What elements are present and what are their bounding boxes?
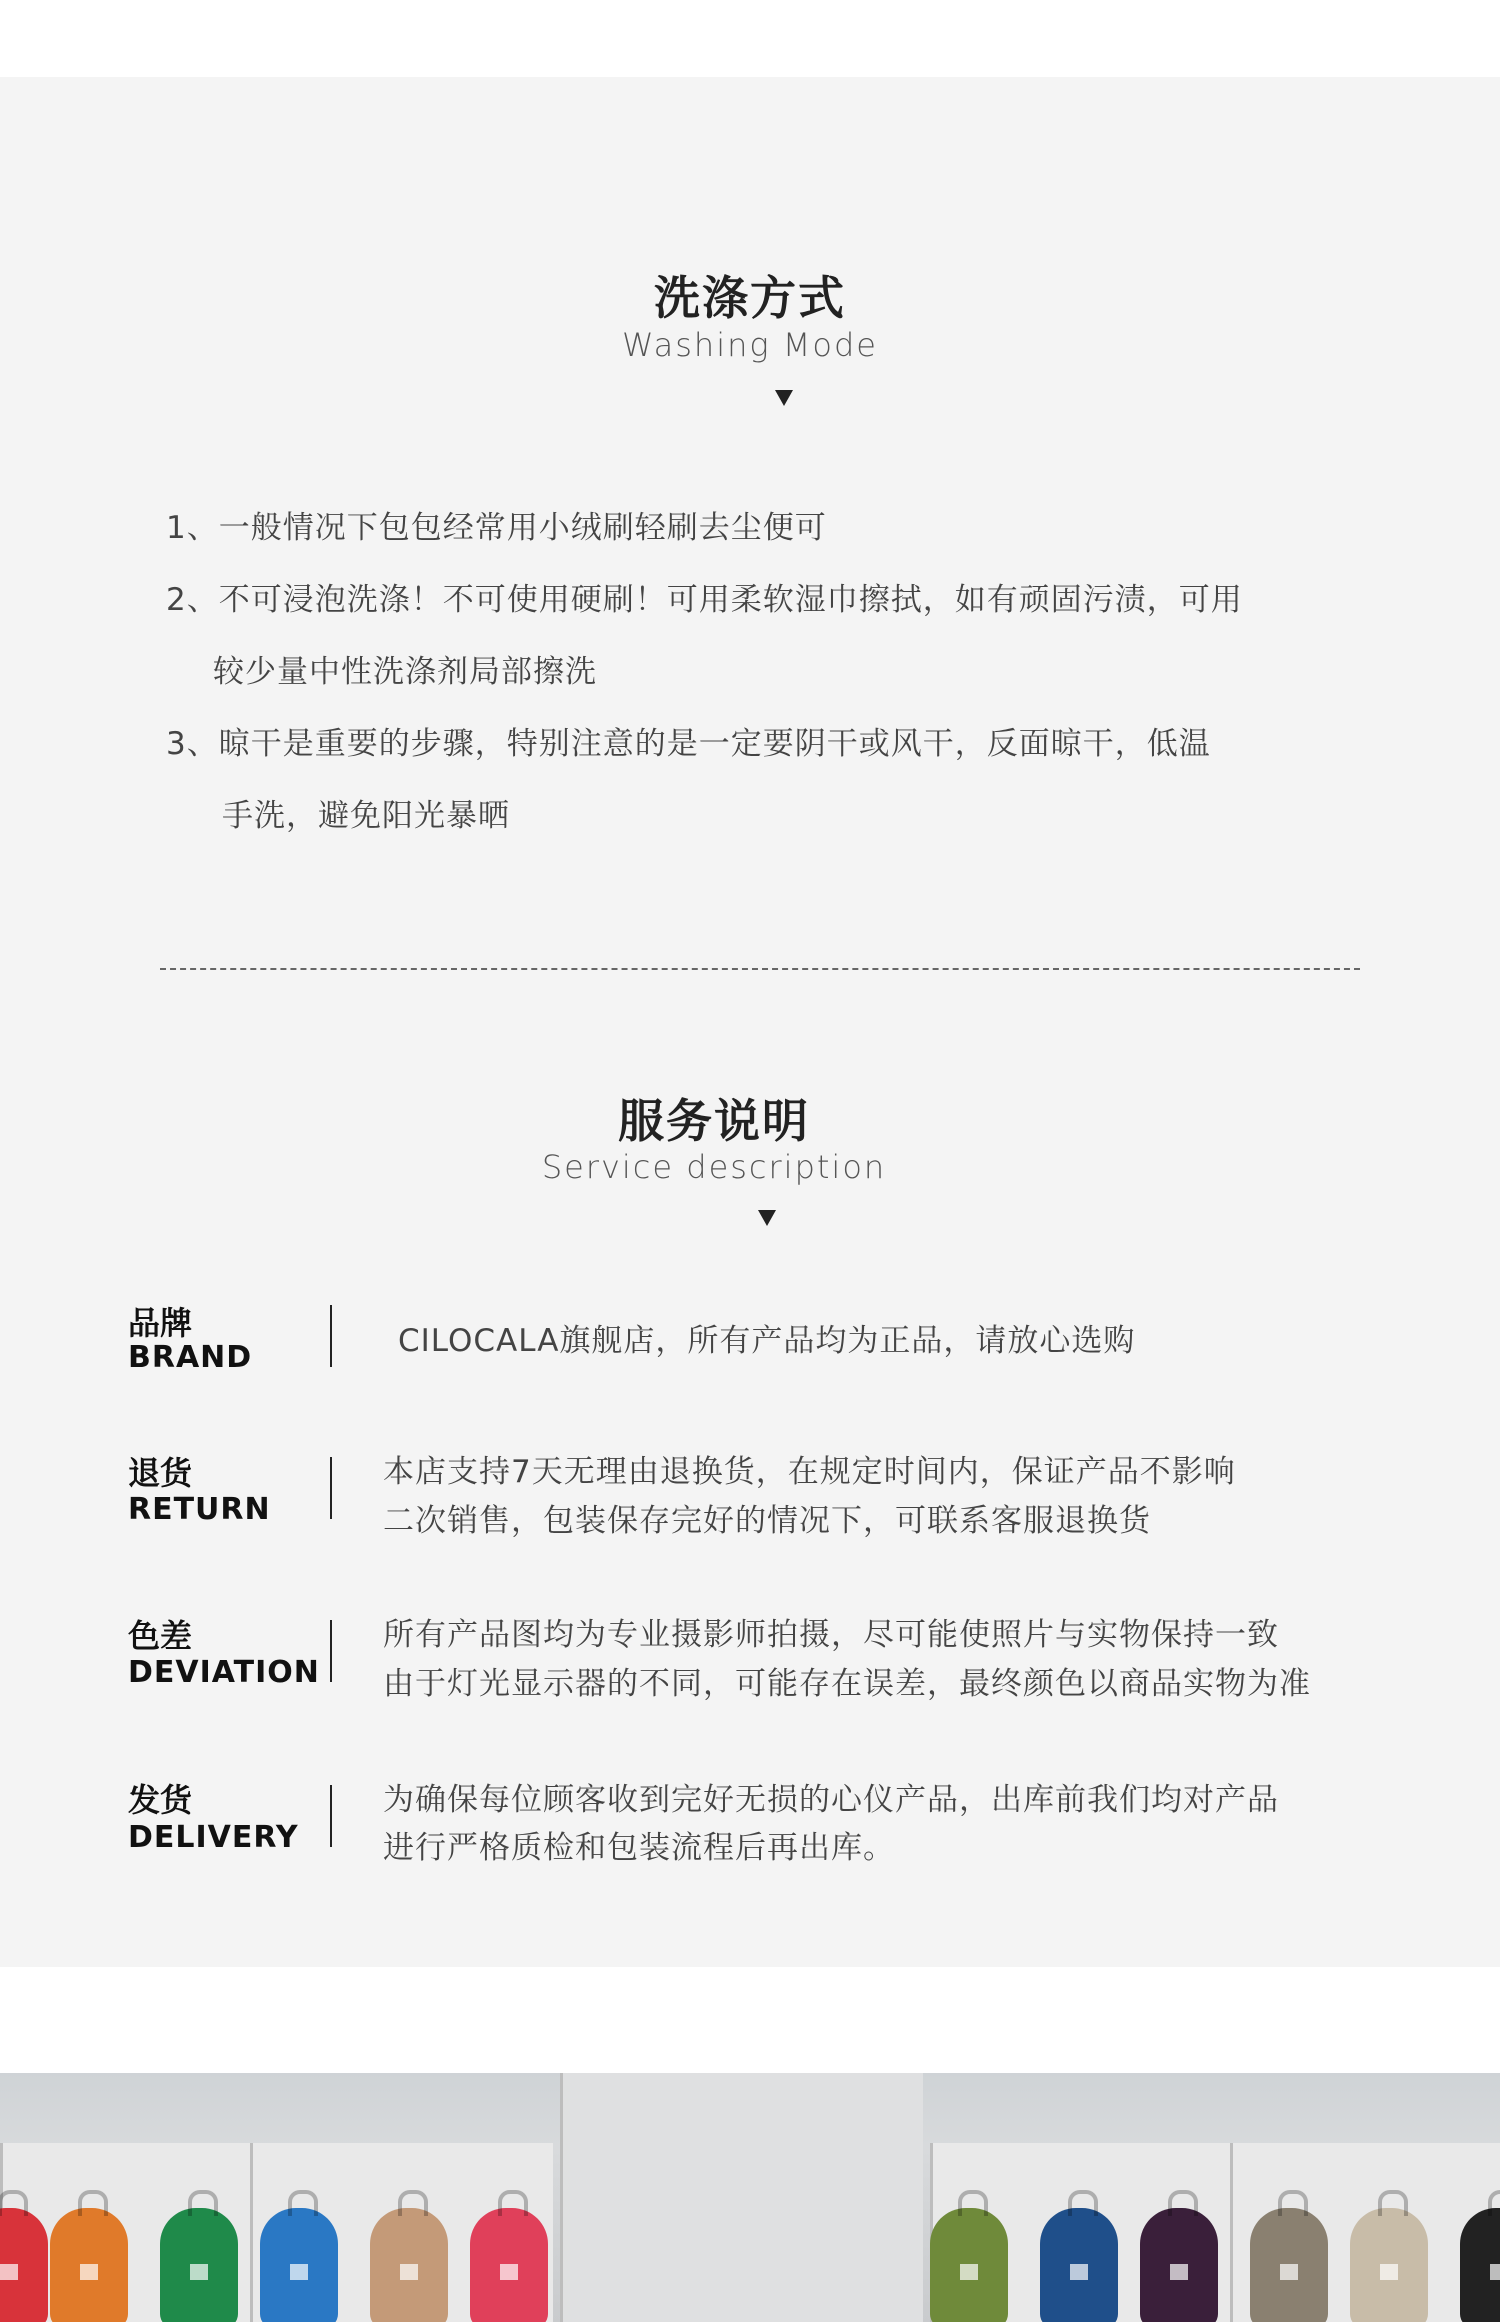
service-title: 服务说明	[618, 1094, 810, 1148]
backpack-strap	[1168, 2190, 1198, 2216]
brand-label-en: BRAND	[128, 1340, 253, 1375]
backpack-tag	[1070, 2264, 1088, 2280]
backpack-strap	[1488, 2190, 1500, 2216]
backpack-tag	[1490, 2264, 1500, 2280]
backpack-tag	[1380, 2264, 1398, 2280]
deviation-text-line-2: 由于灯光显示器的不同，可能存在误差，最终颜色以商品实物为准	[383, 1666, 1311, 1702]
backpack-strap	[0, 2190, 28, 2216]
return-label-en: RETURN	[128, 1492, 271, 1527]
brand-text: CILOCALA旗舰店，所有产品均为正品，请放心选购	[398, 1323, 1136, 1359]
backpack-tag	[500, 2264, 518, 2280]
delivery-label-en: DELIVERY	[128, 1820, 299, 1855]
backpack	[50, 2208, 128, 2322]
washing-subtitle: Washing Mode	[622, 326, 878, 364]
store-photo	[0, 2073, 1500, 2322]
backpack-tag	[960, 2264, 978, 2280]
deviation-divider	[330, 1620, 332, 1682]
backpack	[470, 2208, 548, 2322]
backpack	[370, 2208, 448, 2322]
backpack-tag	[290, 2264, 308, 2280]
backpack	[160, 2208, 238, 2322]
return-divider	[330, 1457, 332, 1519]
backpack	[0, 2208, 48, 2322]
section-divider	[160, 968, 1360, 970]
washing-item-1: 1、一般情况下包包经常用小绒刷轻刷去尘便可	[166, 510, 827, 546]
delivery-divider	[330, 1785, 332, 1847]
backpack-tag	[1170, 2264, 1188, 2280]
backpack-strap	[188, 2190, 218, 2216]
backpack-tag	[80, 2264, 98, 2280]
return-text-line-2: 二次销售，包装保存完好的情况下，可联系客服退换货	[383, 1503, 1151, 1539]
backpack-strap	[1278, 2190, 1308, 2216]
backpack-tag	[190, 2264, 208, 2280]
washing-title: 洗涤方式	[654, 271, 846, 325]
service-arrow-icon	[758, 1210, 776, 1226]
washing-item-2-cont: 较少量中性洗涤剂局部擦洗	[213, 654, 597, 690]
backpack	[1140, 2208, 1218, 2322]
backpack	[1350, 2208, 1428, 2322]
backpack	[1250, 2208, 1328, 2322]
backpack-strap	[1378, 2190, 1408, 2216]
backpack-tag	[1280, 2264, 1298, 2280]
backpack-tag	[0, 2264, 18, 2280]
backpack	[930, 2208, 1008, 2322]
delivery-label-cn: 发货	[128, 1781, 193, 1819]
backpack-strap	[288, 2190, 318, 2216]
backpack	[1460, 2208, 1500, 2322]
delivery-text-line-2: 进行严格质检和包装流程后再出库。	[383, 1830, 895, 1866]
washing-item-3-cont: 手洗，避免阳光暴晒	[222, 798, 510, 834]
brand-label-cn: 品牌	[128, 1304, 193, 1342]
backpack	[1040, 2208, 1118, 2322]
washing-arrow-icon	[775, 390, 793, 406]
backpack-tag	[400, 2264, 418, 2280]
washing-item-2: 2、不可浸泡洗涤！不可使用硬刷！可用柔软湿巾擦拭，如有顽固污渍，可用	[166, 582, 1243, 618]
wall-center	[560, 2073, 923, 2322]
backpack-strap	[398, 2190, 428, 2216]
deviation-text-line-1: 所有产品图均为专业摄影师拍摄，尽可能使照片与实物保持一致	[383, 1617, 1279, 1653]
return-label-cn: 退货	[128, 1454, 193, 1492]
backpack-strap	[498, 2190, 528, 2216]
return-text-line-1: 本店支持7天无理由退换货，在规定时间内，保证产品不影响	[383, 1454, 1236, 1490]
service-subtitle: Service description	[541, 1148, 887, 1186]
backpack-strap	[1068, 2190, 1098, 2216]
backpack-strap	[78, 2190, 108, 2216]
washing-item-3: 3、晾干是重要的步骤，特别注意的是一定要阴干或风干，反面晾干，低温	[166, 726, 1211, 762]
deviation-label-en: DEVIATION	[128, 1655, 320, 1690]
deviation-label-cn: 色差	[128, 1617, 193, 1655]
brand-divider	[330, 1305, 332, 1367]
delivery-text-line-1: 为确保每位顾客收到完好无损的心仪产品，出库前我们均对产品	[383, 1782, 1279, 1818]
backpack	[260, 2208, 338, 2322]
backpack-strap	[958, 2190, 988, 2216]
